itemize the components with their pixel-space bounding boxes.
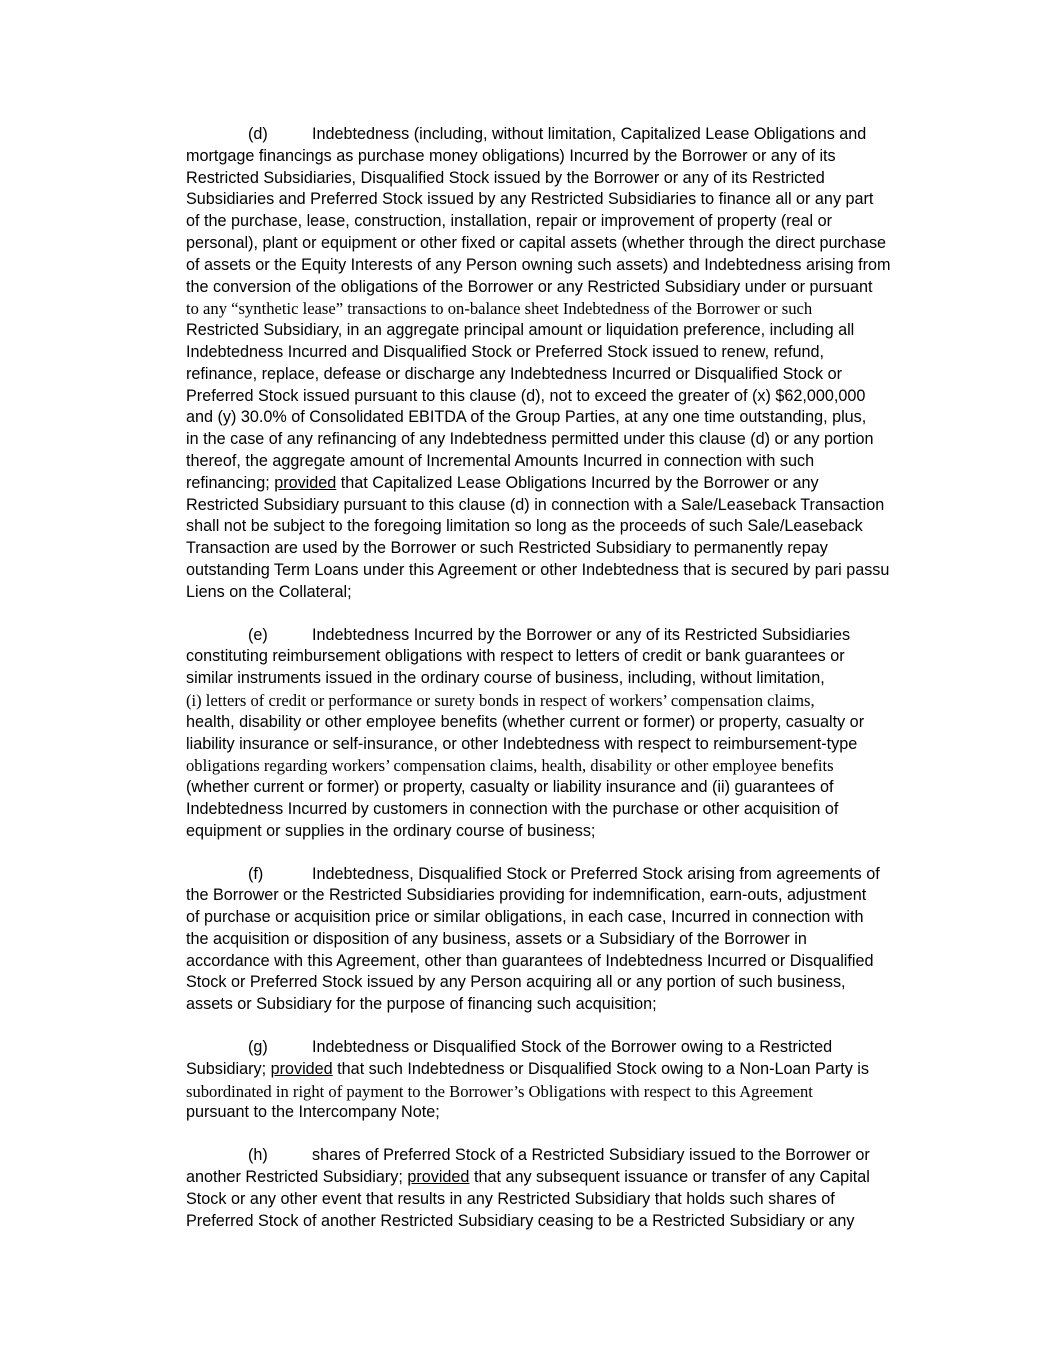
text-line [186, 277, 934, 299]
text-line [186, 864, 934, 886]
paragraph-gap [186, 843, 934, 864]
text-run: Indebtedness Incurred and Disqualified Stock or Preferred Stock issued to renew, refund, [186, 342, 824, 361]
text-run: shall not be subject to the foregoing limitation so long as the proceeds of such Sale/Leaseback [186, 517, 863, 536]
text-line [186, 777, 934, 799]
text-run: (i) letters of credit or performance or surety bonds in respect of workers’ compensation claims, [186, 690, 815, 710]
text-run: subordinated in right of payment to the Borrower’s Obligations with respect to this Agreement [186, 1081, 813, 1101]
text-line [186, 885, 934, 907]
text-run: outstanding Term Loans under this Agreement or other Indebtedness that is secured by pari passu [186, 560, 890, 579]
text-run: similar instruments issued in the ordinary course of business, including, without limitation, [186, 669, 825, 688]
text-line [186, 712, 934, 734]
text-line [186, 211, 934, 233]
clause-label: (g) [248, 1038, 268, 1057]
text-line [186, 124, 934, 146]
text-run: refinancing; [186, 473, 275, 492]
text-run: the conversion of the obligations of the Borrower or any Restricted Subsidiary under or pursuant [186, 277, 873, 296]
text-run: Restricted Subsidiary, in an aggregate principal amount or liquidation preference, including all [186, 321, 855, 340]
text-run: another Restricted Subsidiary; [186, 1168, 408, 1187]
text-line [186, 1189, 934, 1211]
text-run: refinance, replace, defease or discharge any Indebtedness Incurred or Disqualified Stock or [186, 364, 842, 383]
text-line [186, 821, 934, 843]
text-run: personal), plant or equipment or other fixed or capital assets (whether through the direct purchase [186, 233, 887, 252]
text-run: pursuant to the Intercompany Note; [186, 1103, 440, 1122]
text-line [186, 625, 934, 647]
text-line [186, 646, 934, 668]
paragraph-gap [186, 1016, 934, 1037]
text-run: in the case of any refinancing of any Indebtedness permitted under this clause (d) or any portion [186, 430, 874, 449]
text-run: Indebtedness Incurred by the Borrower or any of its Restricted Subsidiaries [312, 625, 851, 644]
text-run: that such Indebtedness or Disqualified Stock owing to a Non-Loan Party is [332, 1059, 869, 1078]
text-line [186, 320, 934, 342]
text-line [186, 146, 934, 168]
text-line [186, 189, 934, 211]
text-run: obligations regarding workers’ compensation claims, health, disability or other employee benefits [186, 756, 834, 776]
text-run: of assets or the Equity Interests of any Person owning such assets) and Indebtedness arising from [186, 255, 891, 274]
text-run: Stock or Preferred Stock issued by any Person acquiring all or any portion of such business, [186, 973, 846, 992]
text-run: of purchase or acquisition price or similar obligations, in each case, Incurred in connection with [186, 908, 864, 927]
text-run: of the purchase, lease, construction, installation, repair or improvement of property (real or [186, 212, 833, 231]
text-line [186, 429, 934, 451]
text-run: to any “synthetic lease” transactions to on-balance sheet Indebtedness of the Borrower or such [186, 299, 813, 319]
text-run: thereof, the aggregate amount of Incremental Amounts Incurred in connection with such [186, 451, 815, 470]
text-line [186, 582, 934, 604]
text-run: Transaction are used by the Borrower or such Restricted Subsidiary to permanently repay [186, 539, 828, 558]
underlined-term: provided [270, 1059, 333, 1078]
text-run: Subsidiaries and Preferred Stock issued by any Restricted Subsidiaries to finance all or any part [186, 190, 874, 209]
text-line [186, 1037, 934, 1059]
text-line [186, 298, 934, 320]
text-line [186, 929, 934, 951]
text-run: (whether current or former) or property, casualty or liability insurance and (ii) guarantees of [186, 778, 834, 797]
text-line [186, 255, 934, 277]
text-line [186, 799, 934, 821]
text-run: constituting reimbursement obligations with respect to letters of credit or bank guarantees or [186, 647, 845, 666]
clause-label: (d) [248, 125, 268, 143]
text-run: Preferred Stock issued pursuant to this clause (d), not to exceed the greater of (x) $62,000,000 [186, 386, 866, 405]
text-run: Indebtedness or Disqualified Stock of the Borrower owing to a Restricted [312, 1038, 833, 1057]
paragraph-gap [186, 1124, 934, 1145]
clause-f [186, 864, 934, 1017]
clause-e [186, 625, 934, 843]
text-line [186, 690, 934, 712]
text-run: shares of Preferred Stock of a Restricted Subsidiary issued to the Borrower or [312, 1146, 870, 1165]
text-run: Restricted Subsidiaries, Disqualified Stock issued by the Borrower or any of its Restricted [186, 168, 825, 187]
text-run: Indebtedness (including, without limitation, Capitalized Lease Obligations and [312, 125, 867, 143]
text-run: that any subsequent issuance or transfer of any Capital [469, 1168, 870, 1187]
text-run: Preferred Stock of another Restricted Subsidiary ceasing to be a Restricted Subsidiary or any [186, 1211, 855, 1230]
text-line [186, 407, 934, 429]
text-line [186, 734, 934, 756]
text-run: Stock or any other event that results in any Restricted Subsidiary that holds such shares of [186, 1189, 835, 1208]
text-run: Subsidiary; [186, 1059, 271, 1078]
text-run: the acquisition or disposition of any business, assets or a Subsidiary of the Borrower in [186, 929, 807, 948]
document-body [186, 124, 934, 1232]
text-line [186, 1167, 934, 1189]
text-line [186, 755, 934, 777]
text-line [186, 951, 934, 973]
text-line [186, 342, 934, 364]
text-run: health, disability or other employee benefits (whether current or former) or property, casualty or [186, 712, 865, 731]
text-line [186, 994, 934, 1016]
clause-label: (f) [248, 864, 264, 883]
text-line [186, 1059, 934, 1081]
text-run: assets or Subsidiary for the purpose of financing such acquisition; [186, 995, 657, 1014]
text-line [186, 668, 934, 690]
text-line [186, 1145, 934, 1167]
text-line [186, 451, 934, 473]
text-line [186, 1081, 934, 1103]
underlined-term: provided [407, 1168, 470, 1187]
text-line [186, 495, 934, 517]
text-line [186, 1211, 934, 1233]
text-line [186, 233, 934, 255]
text-line [186, 560, 934, 582]
text-run: Liens on the Collateral; [186, 582, 352, 601]
text-run: Indebtedness Incurred by customers in connection with the purchase or other acquisition of [186, 799, 839, 818]
clause-g [186, 1037, 934, 1124]
text-line [186, 907, 934, 929]
text-run: accordance with this Agreement, other than guarantees of Indebtedness Incurred or Disqualified [186, 951, 874, 970]
text-run: that Capitalized Lease Obligations Incurred by the Borrower or any [336, 473, 819, 492]
text-run: Restricted Subsidiary pursuant to this clause (d) in connection with a Sale/Leaseback Transaction [186, 495, 885, 514]
text-line [186, 1102, 934, 1124]
text-run: equipment or supplies in the ordinary course of business; [186, 821, 596, 840]
text-line [186, 386, 934, 408]
clause-label: (e) [248, 625, 268, 644]
text-line [186, 516, 934, 538]
text-run: the Borrower or the Restricted Subsidiaries providing for indemnification, earn-outs, adjustment [186, 886, 867, 905]
text-line [186, 364, 934, 386]
text-line [186, 168, 934, 190]
clause-d [186, 124, 934, 604]
clause-h [186, 1145, 934, 1232]
text-run: and (y) 30.0% of Consolidated EBITDA of the Group Parties, at any one time outstanding, plus, [186, 408, 867, 427]
text-line [186, 473, 934, 495]
text-run: liability insurance or self-insurance, or other Indebtedness with respect to reimbursement-type [186, 734, 858, 753]
text-run: mortgage financings as purchase money obligations) Incurred by the Borrower or any of its [186, 146, 836, 165]
text-line [186, 972, 934, 994]
paragraph-gap [186, 604, 934, 625]
text-line [186, 538, 934, 560]
text-run: Indebtedness, Disqualified Stock or Preferred Stock arising from agreements of [312, 864, 880, 883]
clause-label: (h) [248, 1146, 268, 1165]
underlined-term: provided [274, 473, 337, 492]
